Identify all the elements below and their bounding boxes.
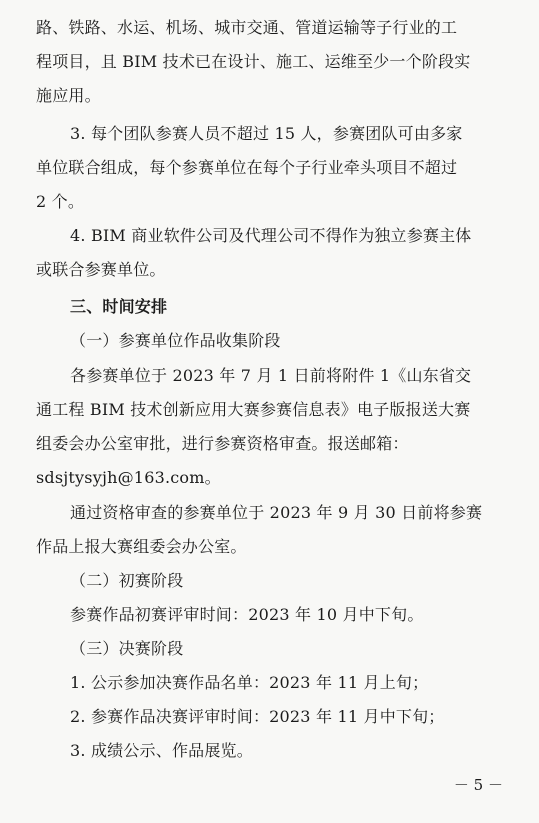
paragraph-line: 通工程 BIM 技术创新应用大赛参赛信息表》电子版报送大赛 xyxy=(36,400,471,419)
paragraph-line: 组委会办公室审批，进行参赛资格审查。报送邮箱： xyxy=(36,434,409,453)
list-item: 3. 成绩公示、作品展览。 xyxy=(70,741,253,760)
paragraph-line: 或联合参赛单位。 xyxy=(36,260,166,279)
paragraph-line: 路、铁路、水运、机场、城市交通、管道运输等子行业的工 xyxy=(36,18,458,37)
paragraph-line: 施应用。 xyxy=(36,86,101,105)
page-number: － 5 － xyxy=(453,776,503,794)
email-address: sdsjtysyjh@163.com。 xyxy=(36,468,221,487)
paragraph-line: 通过资格审查的参赛单位于 2023 年 9 月 30 日前将参赛 xyxy=(70,503,483,522)
subsection-heading: （二）初赛阶段 xyxy=(70,571,184,590)
section-heading: 三、时间安排 xyxy=(70,297,168,316)
paragraph-line: 单位联合组成，每个参赛单位在每个子行业牵头项目不超过 xyxy=(36,158,458,177)
list-item: 2. 参赛作品决赛评审时间：2023 年 11 月中下旬； xyxy=(70,707,445,726)
subsection-heading: （三）决赛阶段 xyxy=(70,639,184,658)
paragraph-line: 4. BIM 商业软件公司及代理公司不得作为独立参赛主体 xyxy=(70,226,472,245)
list-item: 1. 公示参加决赛作品名单：2023 年 11 月上旬； xyxy=(70,673,429,692)
subsection-heading: （一）参赛单位作品收集阶段 xyxy=(70,331,281,350)
paragraph-line: 程项目，且 BIM 技术已在设计、施工、运维至少一个阶段实 xyxy=(36,52,471,71)
paragraph-line: 各参赛单位于 2023 年 7 月 1 日前将附件 1《山东省交 xyxy=(70,366,472,385)
paragraph-line: 作品上报大赛组委会办公室。 xyxy=(36,537,247,556)
paragraph-line: 3. 每个团队参赛人员不超过 15 人，参赛团队可由多家 xyxy=(70,124,463,143)
paragraph-line: 参赛作品初赛评审时间：2023 年 10 月中下旬。 xyxy=(70,605,424,624)
paragraph-line: 2 个。 xyxy=(36,192,85,211)
